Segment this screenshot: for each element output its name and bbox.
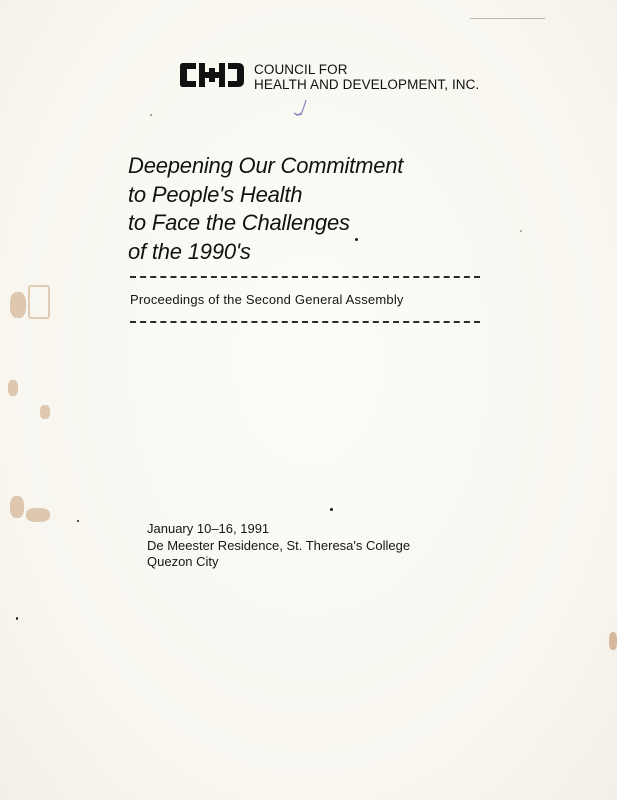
ink-speck	[16, 617, 18, 620]
event-details	[147, 521, 410, 571]
rust-stain	[10, 292, 26, 318]
rust-stain	[8, 380, 18, 396]
pen-scribble-mark	[290, 98, 312, 118]
org-name-line-1: COUNCIL FOR	[254, 62, 348, 77]
ink-speck	[520, 230, 522, 232]
event-city: Quezon City	[147, 554, 219, 569]
ink-speck	[77, 520, 79, 522]
ink-speck	[150, 114, 152, 116]
ink-speck	[355, 238, 358, 241]
top-edge-rule	[470, 18, 545, 19]
rust-stain	[10, 496, 24, 518]
rust-stain	[609, 632, 617, 650]
title-line-3: to Face the Challenges	[128, 210, 350, 235]
dashed-rule-bottom	[130, 321, 480, 323]
org-name-line-2: HEALTH AND DEVELOPMENT, INC.	[254, 77, 480, 92]
document-subtitle: Proceedings of the Second General Assembly	[130, 292, 404, 307]
title-line-2: to People's Health	[128, 181, 303, 207]
ink-speck	[330, 508, 333, 511]
binding-hole-mark	[28, 285, 50, 319]
title-line-4: of the 1990's	[128, 238, 251, 264]
dashed-rule-top	[130, 276, 480, 278]
document-title	[128, 152, 528, 266]
organization-name	[254, 62, 479, 92]
chd-logo	[178, 60, 246, 90]
rust-stain	[26, 508, 50, 522]
rust-stain	[40, 405, 50, 419]
title-line-1: Deepening Our Commitment	[128, 153, 404, 178]
event-venue: De Meester Residence, St. Theresa's College	[147, 537, 411, 553]
event-date: January 10–16, 1991	[147, 521, 270, 536]
